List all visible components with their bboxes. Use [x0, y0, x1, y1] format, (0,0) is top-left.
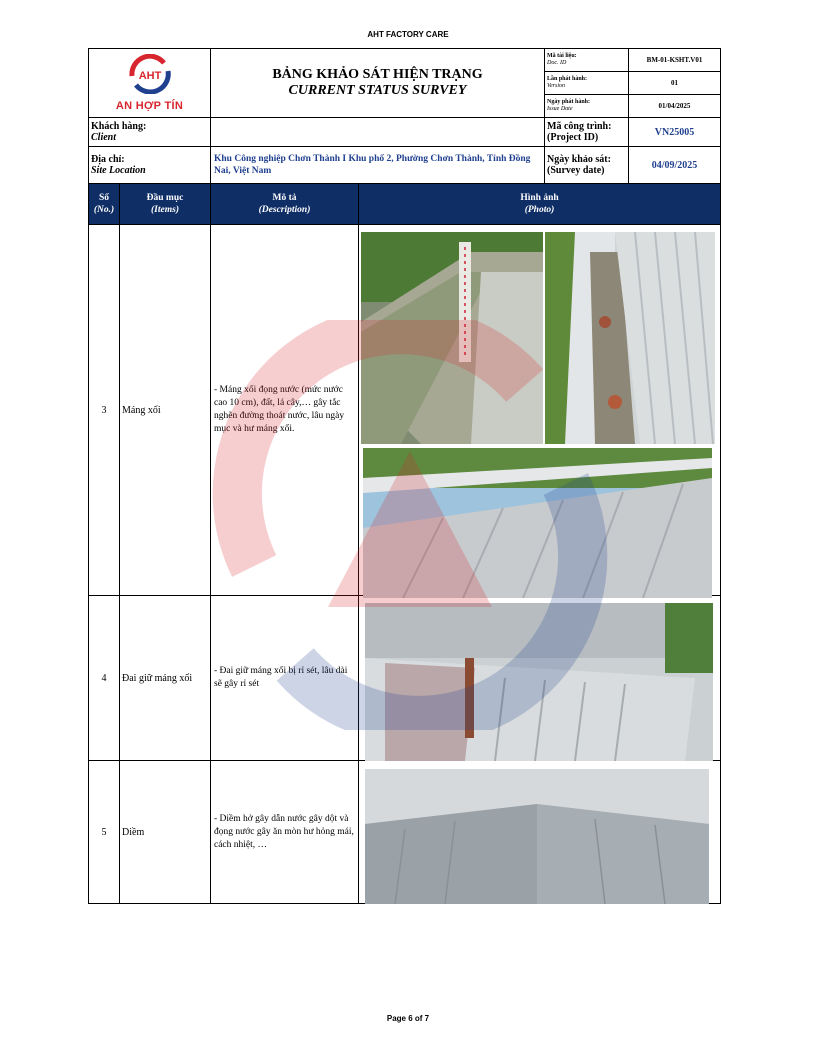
- version-value: 01: [629, 72, 721, 95]
- row-item: Máng xối: [120, 225, 211, 596]
- project-id-label: Mã công trình: (Project ID): [545, 118, 629, 147]
- gutter-water-photo: [361, 232, 543, 444]
- survey-date-label: Ngày khảo sát: (Survey date): [545, 147, 629, 184]
- row-item: Diềm: [120, 761, 211, 904]
- doc-id-value: BM-01-KSHT.V01: [629, 49, 721, 72]
- title-vi: BẢNG KHẢO SÁT HIỆN TRẠNG: [272, 67, 483, 82]
- roof-flashing-photo: [365, 769, 709, 904]
- survey-date-value: 04/09/2025: [629, 147, 721, 184]
- issue-date-label: Ngày phát hành: Issue Date: [545, 95, 629, 118]
- row-item: Đai giữ máng xối: [120, 596, 211, 761]
- header-row: [89, 49, 721, 72]
- address-row: [89, 147, 721, 184]
- client-label: Khách hàng: Client: [89, 118, 211, 147]
- logo-brand: AHT: [138, 70, 161, 82]
- logo-name: AN HỢP TÍN: [115, 100, 184, 112]
- title-en: CURRENT STATUS SURVEY: [288, 83, 467, 98]
- column-header-row: [89, 184, 721, 225]
- client-row: [89, 118, 721, 147]
- col-items-header: Đầu mục (Items): [120, 184, 211, 225]
- col-no-header: Số (No.): [89, 184, 120, 225]
- issue-date-value: 01/04/2025: [629, 95, 721, 118]
- logo-cell: [89, 49, 211, 118]
- title-cell: [211, 49, 545, 118]
- gutter-debris-photo: [545, 232, 715, 444]
- roof-gutter-photo: [363, 448, 712, 598]
- row-description: - Đai giữ máng xối bị rỉ sét, lâu dài sẽ gây rỉ sét: [211, 596, 359, 761]
- row-number: 5: [89, 761, 120, 904]
- row-number: 3: [89, 225, 120, 596]
- row-description: - Diềm hở gây dẫn nước gây dột và đọng nước gây ăn mòn hư hỏng mái, cách nhiệt, …: [211, 761, 359, 904]
- row-description: - Máng xối đọng nước (mức nước cao 10 cm), đất, lá cây,… gây tắc nghẽn đường thoát nước, lâu ngày mục và hư máng xối.: [211, 225, 359, 596]
- page-footer: Page 6 of 7: [386, 1014, 430, 1023]
- doc-id-label: Mã tài liệu: Doc. ID: [545, 49, 629, 72]
- company-logo-icon: [124, 54, 176, 94]
- gutter-bracket-photo: [365, 603, 713, 761]
- col-photo-header: Hình ảnh (Photo): [359, 184, 721, 225]
- col-description-header: Mô tả (Description): [211, 184, 359, 225]
- row-number: 4: [89, 596, 120, 761]
- page-header: AHT FACTORY CARE: [367, 30, 449, 39]
- version-label: Lần phát hành: Version: [545, 72, 629, 95]
- project-id-value: VN25005: [629, 118, 721, 147]
- address-value: Khu Công nghiệp Chơn Thành I Khu phố 2, Phường Chơn Thành, Tỉnh Đồng Nai, Việt Nam: [211, 147, 545, 184]
- address-label: Địa chỉ: Site Location: [89, 147, 211, 184]
- client-value: [211, 118, 545, 147]
